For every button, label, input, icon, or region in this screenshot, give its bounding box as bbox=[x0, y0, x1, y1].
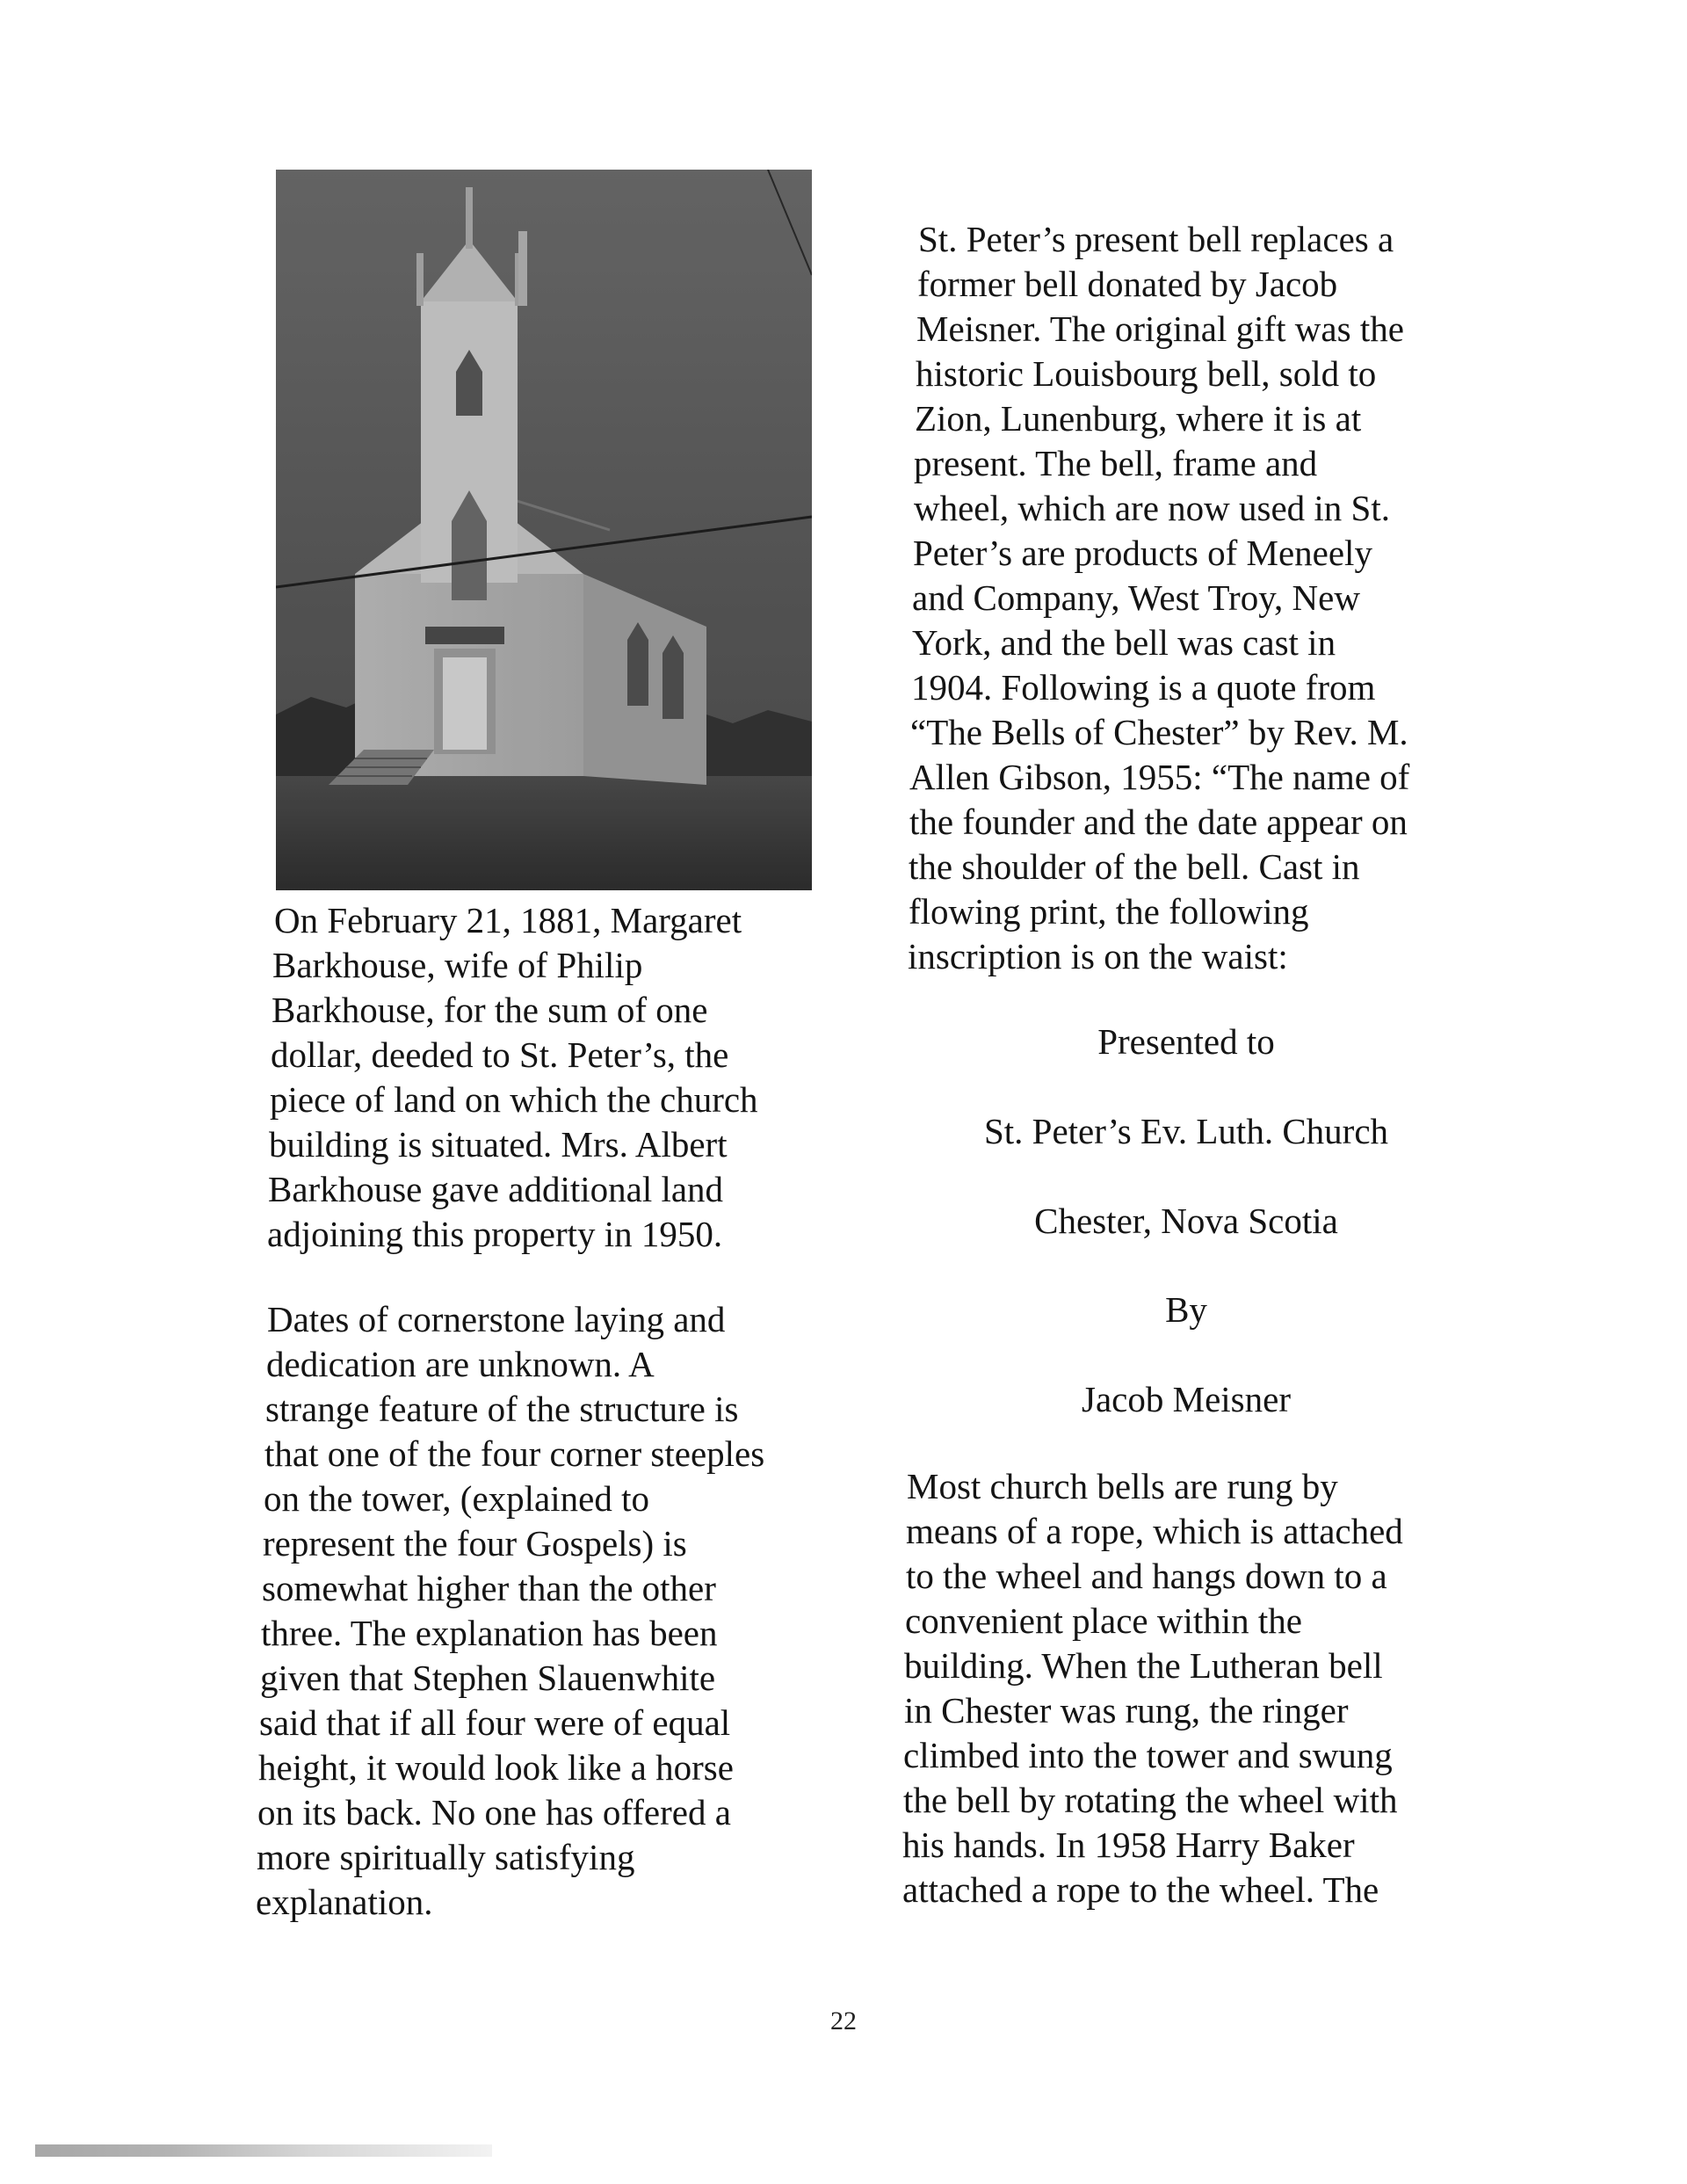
photo-caption-line: building is situated. Mrs. Albert bbox=[269, 1124, 728, 1165]
church-photo bbox=[276, 170, 812, 890]
photo-caption-line: dollar, deeded to St. Peter’s, the bbox=[271, 1034, 729, 1075]
rope-paragraph-line: in Chester was rung, the ringer bbox=[904, 1690, 1349, 1731]
scan-artifact bbox=[35, 2144, 492, 2157]
cornerstone-paragraph-line: more spiritually satisfying bbox=[257, 1837, 635, 1877]
bell-paragraph-line: flowing print, the following bbox=[909, 891, 1309, 932]
church-illustration bbox=[276, 170, 812, 890]
bell-paragraph-line: “The Bells of Chester” by Rev. M. bbox=[910, 712, 1408, 752]
bell-paragraph-line: historic Louisbourg bell, sold to bbox=[916, 353, 1377, 394]
cornerstone-paragraph-line: that one of the four corner steeples bbox=[264, 1433, 765, 1474]
rope-paragraph-line: means of a rope, which is attached bbox=[906, 1511, 1403, 1551]
cornerstone-paragraph-line: explanation. bbox=[256, 1882, 433, 1922]
bell-paragraph-line: Allen Gibson, 1955: “The name of bbox=[909, 757, 1410, 797]
cornerstone-paragraph-line: on the tower, (explained to bbox=[264, 1478, 649, 1519]
cornerstone-paragraph-line: on its back. No one has offered a bbox=[257, 1792, 731, 1832]
rope-paragraph-line: the bell by rotating the wheel with bbox=[903, 1780, 1398, 1820]
cornerstone-paragraph-line: given that Stephen Slauenwhite bbox=[260, 1658, 716, 1698]
photo-caption-line: Barkhouse gave additional land bbox=[268, 1169, 724, 1209]
inscription-line: Chester, Nova Scotia bbox=[1034, 1201, 1338, 1241]
cornerstone-paragraph-line: height, it would look like a horse bbox=[258, 1747, 734, 1788]
bell-paragraph-line: present. The bell, frame and bbox=[914, 443, 1318, 483]
bell-paragraph-line: York, and the bell was cast in bbox=[912, 622, 1336, 663]
cornerstone-paragraph-line: represent the four Gospels) is bbox=[263, 1523, 687, 1564]
bell-paragraph-line: the shoulder of the bell. Cast in bbox=[909, 846, 1360, 887]
bell-paragraph-line: Peter’s are products of Meneely bbox=[913, 533, 1372, 573]
photo-caption-line: Barkhouse, wife of Philip bbox=[272, 945, 643, 985]
inscription-line: By bbox=[1165, 1289, 1207, 1330]
photo-caption-line: adjoining this property in 1950. bbox=[267, 1214, 723, 1254]
bell-paragraph-line: wheel, which are now used in St. bbox=[914, 488, 1390, 528]
bell-paragraph-line: 1904. Following is a quote from bbox=[911, 667, 1376, 707]
page-number: 22 bbox=[830, 2006, 857, 2035]
rope-paragraph-line: attached a rope to the wheel. The bbox=[902, 1869, 1379, 1910]
cornerstone-paragraph-line: somewhat higher than the other bbox=[262, 1568, 716, 1608]
bell-paragraph-line: St. Peter’s present bell replaces a bbox=[918, 219, 1394, 259]
rope-paragraph-line: climbed into the tower and swung bbox=[903, 1735, 1393, 1775]
cornerstone-paragraph-line: strange feature of the structure is bbox=[265, 1389, 739, 1429]
rope-paragraph-line: building. When the Lutheran bell bbox=[904, 1645, 1383, 1686]
bell-paragraph-line: the founder and the date appear on bbox=[909, 802, 1408, 842]
cornerstone-paragraph-line: three. The explanation has been bbox=[261, 1613, 718, 1653]
rope-paragraph-line: convenient place within the bbox=[905, 1600, 1302, 1641]
rope-paragraph-line: Most church bells are rung by bbox=[907, 1466, 1338, 1506]
inscription-line: St. Peter’s Ev. Luth. Church bbox=[983, 1111, 1389, 1151]
cornerstone-paragraph-line: dedication are unknown. A bbox=[266, 1344, 655, 1384]
photo-caption-line: On February 21, 1881, Margaret bbox=[274, 900, 742, 940]
bell-paragraph-line: inscription is on the waist: bbox=[908, 936, 1288, 976]
rope-paragraph-line: to the wheel and hangs down to a bbox=[906, 1556, 1387, 1596]
rope-paragraph-line: his hands. In 1958 Harry Baker bbox=[902, 1825, 1355, 1865]
cornerstone-paragraph-line: Dates of cornerstone laying and bbox=[267, 1299, 726, 1339]
bell-paragraph-line: former bell donated by Jacob bbox=[917, 264, 1338, 304]
bell-paragraph-line: Zion, Lunenburg, where it is at bbox=[915, 398, 1362, 439]
inscription-line: Jacob Meisner bbox=[1082, 1379, 1291, 1419]
bell-paragraph-line: Meisner. The original gift was the bbox=[916, 308, 1404, 349]
photo-caption-line: piece of land on which the church bbox=[270, 1079, 758, 1120]
inscription-line: Presented to bbox=[1097, 1021, 1275, 1062]
bell-paragraph-line: and Company, West Troy, New bbox=[912, 577, 1360, 618]
photo-caption-line: Barkhouse, for the sum of one bbox=[272, 990, 708, 1030]
cornerstone-paragraph-line: said that if all four were of equal bbox=[259, 1702, 731, 1743]
